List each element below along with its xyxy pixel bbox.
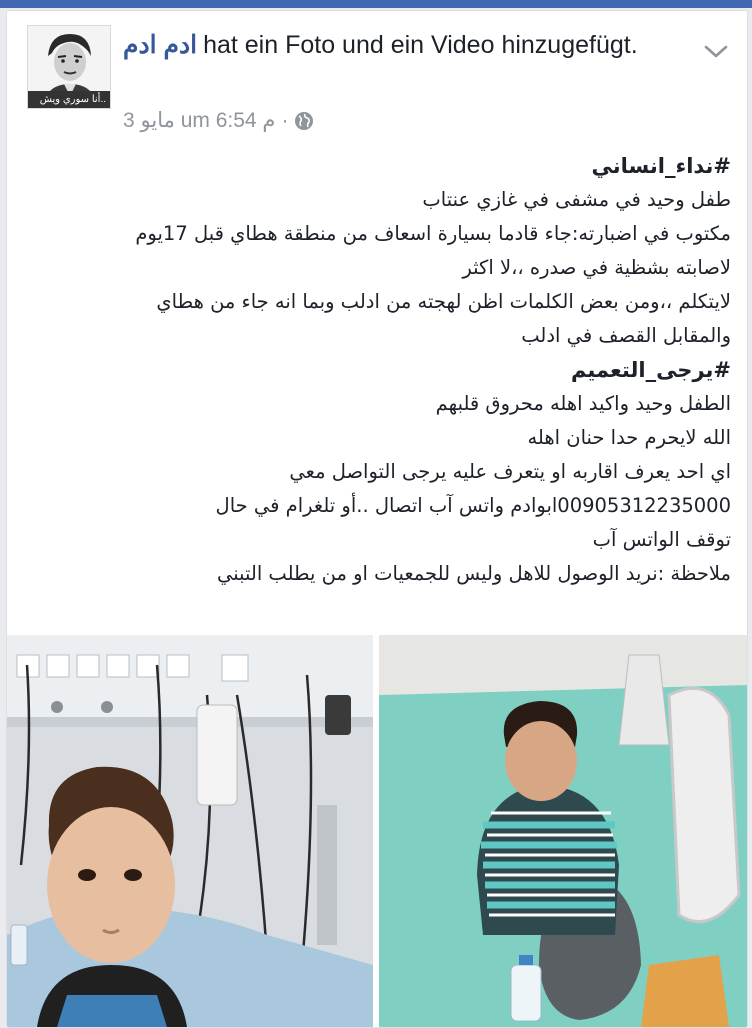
post-line: اي احد يعرف اقاربه او يتعرف عليه يرجى التواصل معي bbox=[289, 460, 731, 483]
hashtag[interactable]: #يرجى_التعميم bbox=[570, 358, 731, 382]
post-card bbox=[6, 10, 748, 1028]
avatar[interactable] bbox=[27, 25, 111, 109]
photo-child-hospital-wall[interactable] bbox=[7, 635, 373, 1027]
chevron-down-icon[interactable] bbox=[703, 43, 729, 61]
globe-icon[interactable] bbox=[294, 111, 314, 131]
post-line: الله لايحرم حدا حنان اهله bbox=[527, 426, 731, 449]
post-line: 00905312235000ابوادم واتس آب اتصال ..أو تلغرام في حال bbox=[215, 494, 731, 517]
post-line: مكتوب في اضبارته:جاء قادما بسيارة اسعاف من منطقة هطاي قبل 17يوم bbox=[135, 222, 731, 245]
avatar-badge: أنا سوري ويش.. bbox=[28, 91, 110, 108]
post-line: طفل وحيد في مشفى في غازي عنتاب bbox=[422, 188, 731, 211]
post-line: توقف الواتس آب bbox=[592, 528, 731, 551]
post-header bbox=[27, 25, 727, 135]
photo-child-hospital-bed[interactable] bbox=[379, 635, 747, 1027]
hashtag[interactable]: #نداء_انساني bbox=[591, 154, 731, 178]
post-line: لاصابته بشظية في صدره ،،لا اكثر bbox=[462, 256, 731, 279]
post-headline bbox=[123, 29, 683, 62]
author-name[interactable]: ادم ادم bbox=[123, 31, 198, 59]
timestamp[interactable]: 3 مايو um 6:54 م bbox=[123, 109, 276, 132]
separator-dot: · bbox=[281, 109, 289, 132]
top-bar bbox=[0, 0, 752, 8]
post-line: والمقابل القصف في ادلب bbox=[521, 324, 731, 347]
post-line: ملاحظة :نريد الوصول للاهل وليس للجمعيات او من يطلب التبني bbox=[216, 562, 731, 585]
post-meta bbox=[123, 109, 314, 133]
photo-grid bbox=[7, 635, 747, 1027]
post-line: لايتكلم ،،ومن بعض الكلمات اظن لهجته من ادلب وبما انه جاء من هطاي bbox=[156, 290, 731, 313]
post-line: الطفل وحيد واكيد اهله محروق قلبهم bbox=[435, 392, 731, 415]
action-text: hat ein Foto und ein Video hinzugefügt. bbox=[203, 31, 638, 59]
post-body bbox=[23, 149, 731, 591]
